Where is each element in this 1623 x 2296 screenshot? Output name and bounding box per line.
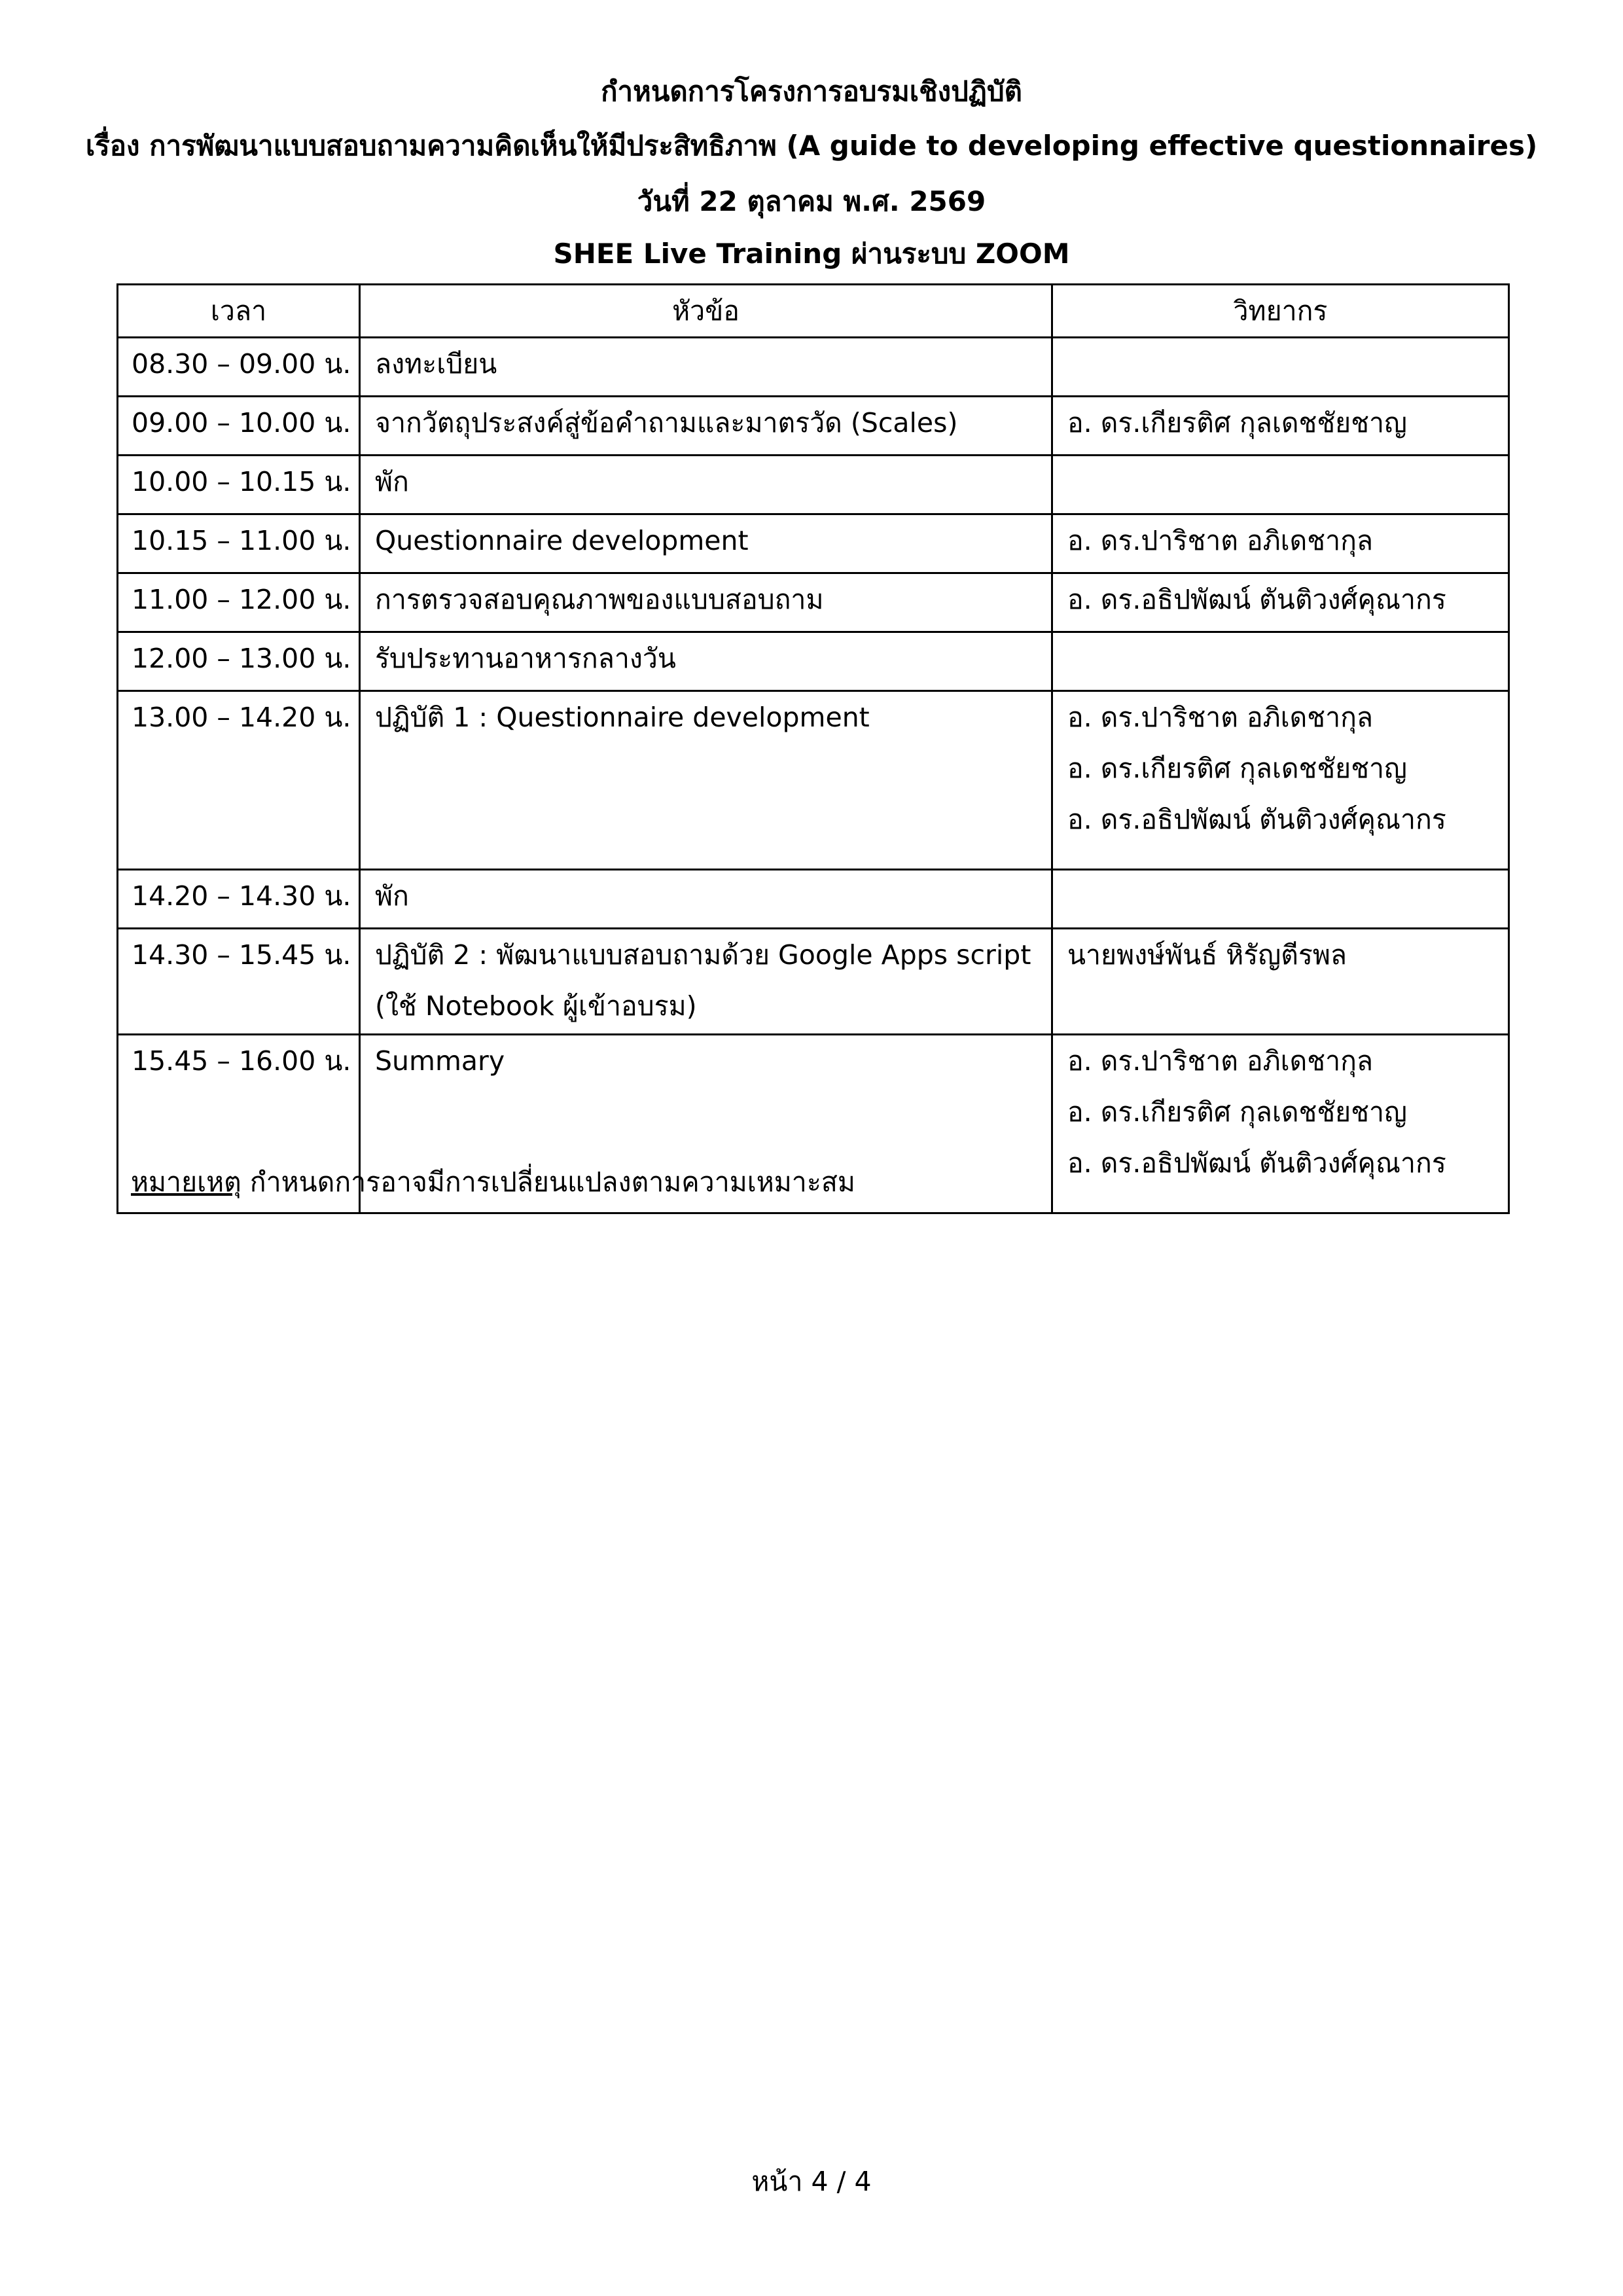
table-row <box>118 573 1509 632</box>
speaker-cell <box>1052 514 1509 573</box>
table-row <box>118 514 1509 573</box>
time-cell: 15.45 – 16.00 น. <box>118 1035 360 1213</box>
speaker-name: อ. ดร.เกียรติศ กุลเดชชัยชาญ <box>1067 407 1407 439</box>
speaker-cell <box>1052 1035 1509 1213</box>
speaker-name: อ. ดร.ปาริชาต อภิเดชากุล <box>1067 1045 1374 1077</box>
document-date: วันที่ 22 ตุลาคม พ.ศ. 2569 <box>637 185 986 217</box>
schedule-note <box>131 1164 855 1200</box>
speaker-cell <box>1052 456 1509 514</box>
speaker-name: อ. ดร.ปาริชาต อภิเดชากุล <box>1067 702 1374 733</box>
topic-cell <box>360 691 1052 870</box>
topic-cell <box>360 397 1052 456</box>
topic-line: Questionnaire development <box>375 525 749 556</box>
speaker-cell <box>1052 338 1509 397</box>
speaker-name: อ. ดร.อธิปพัฒน์ ตันติวงศ์คุณากร <box>1067 804 1446 835</box>
table-row <box>118 870 1509 929</box>
topic-line: พัก <box>375 880 409 912</box>
topic-line: ลงทะเบียน <box>375 348 497 380</box>
speaker-cell <box>1052 691 1509 870</box>
speaker-name: อ. ดร.อธิปพัฒน์ ตันติวงศ์คุณากร <box>1067 584 1446 615</box>
speaker-cell <box>1052 573 1509 632</box>
topic-line: Summary <box>375 1045 505 1077</box>
page-number: หน้า 4 / 4 <box>751 2166 872 2197</box>
speaker-name: อ. ดร.ปาริชาต อภิเดชากุล <box>1067 525 1374 556</box>
topic-cell <box>360 338 1052 397</box>
topic-cell <box>360 870 1052 929</box>
column-header-topic: หัวข้อ <box>360 285 1052 338</box>
topic-cell <box>360 456 1052 514</box>
speaker-cell <box>1052 929 1509 1035</box>
table-header-row <box>118 285 1509 338</box>
topic-line: จากวัตถุประสงค์สู่ข้อคำถามและมาตรวัด (Scales) <box>375 407 958 439</box>
topic-cell <box>360 929 1052 1035</box>
time-cell: 14.20 – 14.30 น. <box>118 870 360 929</box>
time-cell: 14.30 – 15.45 น. <box>118 929 360 1035</box>
document-platform: SHEE Live Training ผ่านระบบ ZOOM <box>553 238 1070 270</box>
speaker-cell <box>1052 632 1509 691</box>
time-cell: 11.00 – 12.00 น. <box>118 573 360 632</box>
speaker-name: อ. ดร.เกียรติศ กุลเดชชัยชาญ <box>1067 1096 1407 1128</box>
topic-cell <box>360 514 1052 573</box>
time-cell: 12.00 – 13.00 น. <box>118 632 360 691</box>
document-subject: เรื่อง การพัฒนาแบบสอบถามความคิดเห็นให้มีประสิทธิภาพ (A guide to developing effective questionnaires) <box>85 130 1538 162</box>
table-row <box>118 632 1509 691</box>
topic-cell <box>360 632 1052 691</box>
topic-line: ปฏิบัติ 2 : พัฒนาแบบสอบถามด้วย Google Apps script <box>375 939 1031 971</box>
speaker-name: อ. ดร.เกียรติศ กุลเดชชัยชาญ <box>1067 753 1407 784</box>
time-cell: 08.30 – 09.00 น. <box>118 338 360 397</box>
column-header-speaker: วิทยากร <box>1052 285 1509 338</box>
time-cell: 13.00 – 14.20 น. <box>118 691 360 870</box>
time-cell: 09.00 – 10.00 น. <box>118 397 360 456</box>
table-row <box>118 456 1509 514</box>
topic-cell <box>360 573 1052 632</box>
note-text: กำหนดการอาจมีการเปลี่ยนแปลงตามความเหมาะสม <box>241 1166 855 1198</box>
note-label: หมายเหตุ <box>131 1166 241 1198</box>
topic-line: รับประทานอาหารกลางวัน <box>375 643 676 674</box>
speaker-name: อ. ดร.อธิปพัฒน์ ตันติวงศ์คุณากร <box>1067 1147 1446 1179</box>
topic-line: พัก <box>375 466 409 497</box>
speaker-cell <box>1052 870 1509 929</box>
time-cell: 10.00 – 10.15 น. <box>118 456 360 514</box>
topic-line: (ใช้ Notebook ผู้เข้าอบรม) <box>375 990 697 1022</box>
topic-line: การตรวจสอบคุณภาพของแบบสอบถาม <box>375 584 824 615</box>
speaker-cell <box>1052 397 1509 456</box>
table-row <box>118 691 1509 870</box>
time-cell: 10.15 – 11.00 น. <box>118 514 360 573</box>
topic-line: ปฏิบัติ 1 : Questionnaire development <box>375 702 870 733</box>
speaker-name: นายพงษ์พันธ์ หิรัญตีรพล <box>1067 939 1347 971</box>
table-row <box>118 929 1509 1035</box>
column-header-time: เวลา <box>118 285 360 338</box>
table-row <box>118 338 1509 397</box>
document-title: กำหนดการโครงการอบรมเชิงปฏิบัติ <box>601 75 1022 107</box>
schedule-table <box>116 283 1510 1214</box>
table-row <box>118 397 1509 456</box>
